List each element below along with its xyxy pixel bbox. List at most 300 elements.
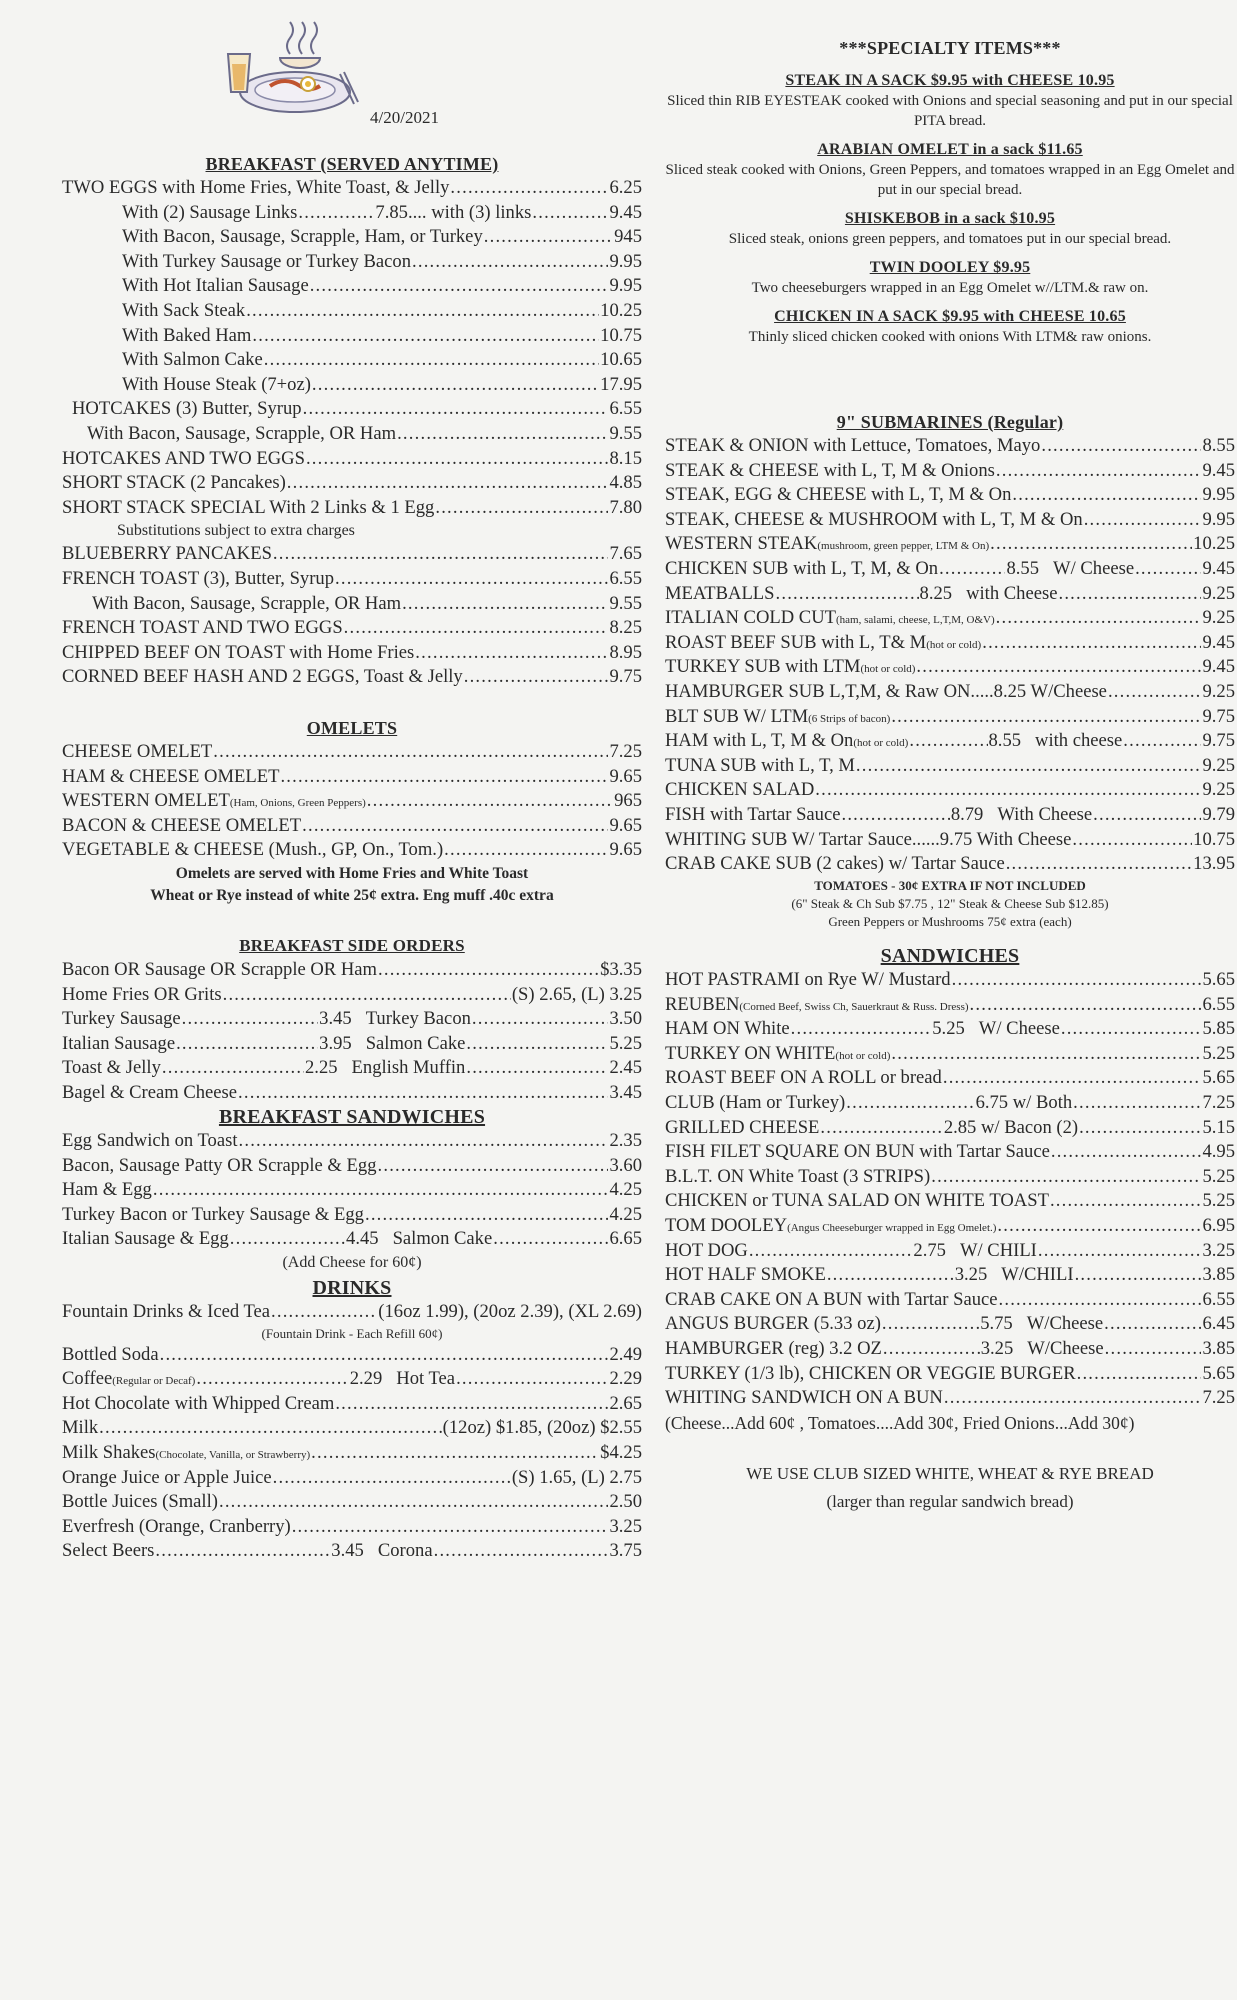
menu-item — [62, 1129, 642, 1154]
item-name: Coffee — [62, 1368, 113, 1390]
item-price: 9.79 — [1202, 803, 1236, 825]
item-name: CHEESE OMELET — [62, 741, 213, 762]
item-price: 2.29 — [349, 1368, 383, 1390]
menu-item — [665, 1165, 1235, 1190]
menu-item — [62, 1203, 642, 1228]
item-name: CLUB (Ham or Turkey) — [665, 1091, 846, 1113]
item-name: Egg Sandwich on Toast — [62, 1130, 238, 1151]
leader-dots — [456, 1367, 608, 1392]
item-name: With Sack Steak — [122, 299, 246, 321]
specialty-title: STEAK IN A SACK $9.95 with CHEESE 10.95 — [785, 72, 1115, 89]
submarines-list — [665, 434, 1235, 877]
item-detail: (ham, salami, cheese, L,T,M, O&V) — [836, 614, 995, 627]
leader-dots — [402, 592, 608, 617]
item-price: 2.25 — [305, 1057, 338, 1079]
item-name: HOT HALF SMOKE — [665, 1264, 826, 1286]
substitutions-note: Substitutions subject to extra charges — [117, 522, 355, 540]
item-name: With (2) Sausage Links — [122, 201, 298, 223]
leader-dots — [776, 582, 919, 607]
item-name: W/Cheese — [1026, 1313, 1104, 1335]
item-price: 3.25 — [954, 1264, 988, 1286]
menu-item — [665, 1042, 1235, 1067]
item-price: 5.65 — [1202, 1067, 1235, 1089]
menu-item — [62, 1515, 642, 1540]
menu-item — [665, 1140, 1235, 1165]
leader-dots — [493, 1227, 608, 1252]
bread-note: WE USE CLUB SIZED WHITE, WHEAT & RYE BREAD — [746, 1464, 1154, 1484]
item-detail: (6 Strips of bacon) — [808, 712, 891, 725]
item-detail: (Ham, Onions, Green Peppers) — [229, 797, 366, 810]
menu-item — [665, 968, 1235, 993]
leader-dots — [883, 1337, 980, 1362]
item-price: 13.95 — [1193, 853, 1235, 875]
leader-dots — [1077, 1362, 1202, 1387]
menu-item — [665, 655, 1235, 680]
breakfast-heading: BREAKFAST (SERVED ANYTIME) — [205, 154, 499, 174]
menu-item — [665, 1312, 1235, 1337]
leader-dots — [378, 958, 599, 983]
leader-dots — [1079, 1116, 1201, 1141]
item-name: Orange Juice or Apple Juice — [62, 1466, 272, 1488]
item-name: HOT PASTRAMI on Rye W/ Mustard — [665, 969, 951, 990]
omelets-note-1: Omelets are served with Home Fries and White Toast — [175, 864, 529, 882]
leader-dots — [952, 968, 1202, 993]
item-price: 945 — [614, 226, 642, 248]
menu-item — [665, 680, 1235, 705]
menu-item — [665, 1017, 1235, 1042]
item-name: With Baked Ham — [122, 324, 252, 346]
item-price: 8.25 — [609, 617, 642, 639]
menu-item — [62, 373, 642, 398]
menu-item — [62, 250, 642, 275]
item-price: 9.45 — [1202, 557, 1236, 579]
leader-dots — [378, 1154, 609, 1179]
leader-dots — [856, 754, 1202, 779]
item-price: (12oz) $1.85, (20oz) $2.55 — [442, 1417, 642, 1439]
menu-item — [665, 434, 1235, 459]
item-name: Bacon, Sausage Patty OR Scrapple & Egg — [62, 1154, 377, 1176]
item-price: 9.55 — [609, 422, 642, 444]
item-price: 5.25 — [1202, 1190, 1235, 1212]
item-name: MEATBALLS — [665, 582, 775, 604]
menu-item — [62, 274, 642, 299]
item-price: 2.65 — [609, 1392, 642, 1414]
item-price: 6.45 — [1202, 1313, 1235, 1335]
leader-dots — [312, 373, 599, 398]
item-name: CHICKEN SUB with L, T, M, & On — [665, 557, 939, 579]
item-price: 10.75 — [600, 324, 642, 346]
menu-item — [62, 1081, 642, 1106]
leader-dots — [450, 176, 608, 201]
menu-item — [62, 1392, 642, 1417]
item-price: 9.45 — [609, 201, 642, 223]
item-price: 9.75 — [609, 666, 642, 688]
menu-item — [62, 567, 642, 592]
leader-dots — [990, 532, 1192, 557]
item-price: 2.75 — [913, 1239, 946, 1261]
item-name: FISH FILET SQUARE ON BUN with Tartar Sauce — [665, 1141, 1050, 1163]
menu-item — [665, 1362, 1235, 1387]
menu-item — [62, 1367, 642, 1392]
leader-dots — [466, 1056, 608, 1081]
item-name: Bottled Soda — [62, 1343, 159, 1365]
menu-item — [665, 1116, 1235, 1141]
item-detail: (hot or cold) — [860, 663, 916, 676]
leader-dots — [1084, 508, 1202, 533]
menu-item — [62, 1539, 642, 1564]
leader-dots — [1104, 1312, 1201, 1337]
specialty-title: ARABIAN OMELET in a sack $11.65 — [817, 141, 1083, 158]
sandwiches-section — [665, 944, 1235, 1513]
leader-dots — [1050, 1189, 1202, 1214]
item-name: Italian Sausage & Egg — [62, 1228, 229, 1250]
item-price: 2.35 — [609, 1130, 642, 1151]
leader-dots — [1123, 729, 1201, 754]
item-price: 3.25 — [1202, 1239, 1235, 1261]
item-name: Bottle Juices (Small) — [62, 1491, 218, 1513]
sub-sizes-note: (6" Steak & Ch Sub $7.75 , 12" Steak & Cheese Sub $12.85) — [791, 895, 1109, 911]
menu-item — [665, 1337, 1235, 1362]
leader-dots — [749, 1239, 913, 1264]
specialty-title: SHISKEBOB in a sack $10.95 — [844, 210, 1056, 227]
item-price: 7.85.... with (3) links — [375, 201, 532, 223]
item-price: 7.25 — [1202, 1387, 1235, 1409]
submarines-heading: 9" SUBMARINES (Regular) — [836, 412, 1064, 432]
item-price: 7.25 — [609, 741, 642, 762]
item-name: CORNED BEEF HASH AND 2 EGGS, Toast & Jelly — [62, 666, 463, 688]
leader-dots — [1073, 1091, 1201, 1116]
item-price: 9.65 — [609, 814, 642, 836]
leader-dots — [891, 1042, 1201, 1067]
menu-item — [62, 665, 642, 690]
item-price: 4.45 — [346, 1228, 379, 1250]
side-orders-list — [62, 958, 642, 1106]
leader-dots — [1041, 434, 1201, 459]
menu-item — [62, 814, 642, 839]
item-price: 3.50 — [609, 1008, 643, 1030]
leader-dots — [891, 705, 1201, 730]
item-price: 9.95 — [609, 250, 642, 272]
item-price: 2.45 — [609, 1057, 643, 1079]
item-price: 9.45 — [1202, 459, 1235, 481]
item-name: SHORT STACK SPECIAL With 2 Links & 1 Egg — [62, 496, 435, 518]
item-price: 2.49 — [609, 1343, 642, 1365]
menu-item — [62, 176, 642, 201]
item-price: 9.25 — [1202, 754, 1235, 776]
leader-dots — [412, 250, 608, 275]
item-name: FRENCH TOAST (3), Butter, Syrup — [62, 567, 334, 589]
item-name: W/Cheese — [1027, 1337, 1104, 1359]
item-name: HAMBURGER (reg) 3.2 OZ — [665, 1337, 882, 1359]
item-detail: (hot or cold) — [926, 638, 982, 651]
menu-item — [62, 299, 642, 324]
specialty-item — [665, 257, 1235, 298]
item-detail: (mushroom, green pepper, LTM & On) — [817, 540, 990, 553]
leader-dots — [944, 1386, 1202, 1411]
menu-item — [665, 1239, 1235, 1264]
item-name: TURKEY (1/3 lb), CHICKEN OR VEGGIE BURGER — [665, 1362, 1076, 1384]
menu-item — [665, 1066, 1235, 1091]
item-name: With Salmon Cake — [122, 349, 263, 371]
specialty-description: Thinly sliced chicken cooked with onions With LTM& raw onions. — [748, 329, 1152, 345]
item-price: 5.15 — [1202, 1116, 1236, 1138]
menu-item — [62, 958, 642, 983]
item-price: (S) 2.65, (L) 3.25 — [511, 983, 642, 1005]
item-price: 4.85 — [609, 472, 642, 494]
drinks-section — [62, 1276, 642, 1564]
leader-dots — [344, 616, 609, 641]
specialty-item — [665, 139, 1235, 200]
sandwiches-list — [665, 968, 1235, 1411]
omelets-heading: OMELETS — [306, 718, 398, 738]
item-price: 10.75 — [1193, 828, 1235, 850]
tomatoes-note: TOMATOES - 30¢ EXTRA IF NOT INCLUDED — [814, 877, 1086, 893]
breakfast-sandwiches-heading: BREAKFAST SANDWICHES — [218, 1106, 486, 1128]
leader-dots — [153, 1178, 609, 1203]
item-name: STEAK, CHEESE & MUSHROOM with L, T, M & On — [665, 508, 1083, 530]
leader-dots — [1105, 1337, 1202, 1362]
specialty-item — [665, 70, 1235, 131]
leader-dots — [827, 1263, 954, 1288]
leader-dots — [472, 1007, 609, 1032]
item-price: 9.25 — [1202, 607, 1235, 629]
item-price: 6.75 w/ Both — [975, 1091, 1073, 1113]
leader-dots — [155, 1539, 330, 1564]
menu-item — [62, 1178, 642, 1203]
leader-dots — [997, 1214, 1201, 1239]
item-name: CHICKEN or TUNA SALAD ON WHITE TOAST — [665, 1190, 1049, 1212]
item-name: TOM DOOLEY — [665, 1214, 788, 1236]
menu-item — [665, 993, 1235, 1018]
item-price: 3.25 — [980, 1337, 1014, 1359]
item-name: HAMBURGER SUB L,T,M, & Raw ON.....8.25 W/Cheese — [665, 680, 1107, 702]
leader-dots — [252, 324, 599, 349]
leader-dots — [982, 631, 1201, 656]
item-detail: (Regular or Decaf) — [112, 1375, 196, 1388]
item-name: FISH with Tartar Sauce — [665, 803, 841, 825]
leader-dots — [1061, 1017, 1202, 1042]
item-name: Toast & Jelly — [62, 1057, 161, 1079]
menu-item — [62, 1441, 642, 1466]
leader-dots — [219, 1490, 608, 1515]
item-name: HAM with L, T, M & On — [665, 730, 854, 752]
leader-dots — [815, 778, 1201, 803]
menu-item — [665, 508, 1235, 533]
leader-dots — [160, 1343, 609, 1368]
leader-dots — [841, 803, 949, 828]
specialty-title: TWIN DOOLEY $9.95 — [869, 259, 1031, 276]
item-name: Salmon Cake — [365, 1032, 466, 1054]
specialty-description: Sliced steak cooked with Onions, Green Peppers, and tomatoes wrapped in an Egg Omelet and put in our special bread. — [665, 162, 1235, 198]
menu-item — [665, 754, 1235, 779]
leader-dots — [484, 225, 613, 250]
item-name: W/CHILI — [1001, 1264, 1074, 1286]
item-detail: (hot or cold) — [853, 737, 909, 750]
item-price: 9.65 — [609, 765, 642, 787]
leader-dots — [1108, 680, 1202, 705]
item-name: CRAB CAKE SUB (2 cakes) w/ Tartar Sauce — [665, 853, 1005, 875]
menu-item — [62, 496, 642, 521]
item-price: $4.25 — [600, 1441, 642, 1463]
item-price: 5.85 — [1202, 1018, 1236, 1040]
specialty-item — [665, 208, 1235, 249]
item-name: English Muffin — [351, 1057, 466, 1079]
menu-item — [62, 1490, 642, 1515]
item-price: 5.25 — [1202, 1165, 1235, 1187]
drinks-list — [62, 1343, 642, 1564]
item-price: $3.35 — [600, 959, 642, 980]
menu-item — [62, 1056, 642, 1081]
item-price: 9.55 — [609, 592, 642, 614]
item-name: ROAST BEEF SUB with L, T& M — [665, 631, 927, 653]
item-name: With Bacon, Sausage, Scrapple, OR Ham — [87, 422, 397, 444]
menu-item — [62, 1343, 642, 1368]
leader-dots — [996, 606, 1202, 631]
item-name: With Turkey Sausage or Turkey Bacon — [122, 250, 412, 272]
item-name: HAM & CHEESE OMELET — [62, 765, 280, 787]
item-name: ROAST BEEF ON A ROLL or bread — [665, 1067, 942, 1089]
item-price: 9.75 — [1202, 705, 1235, 727]
specialty-description: Two cheeseburgers wrapped in an Egg Omelet w//LTM.& raw on. — [751, 280, 1149, 296]
menu-item — [62, 983, 642, 1008]
item-name: With House Steak (7+oz) — [122, 373, 311, 395]
item-price: 9.95 — [1202, 508, 1235, 530]
leader-dots — [213, 740, 608, 765]
item-name: TURKEY ON WHITE — [665, 1042, 836, 1064]
menu-item — [665, 778, 1235, 803]
specialty-title: CHICKEN IN A SACK $9.95 with CHEESE 10.65 — [774, 308, 1126, 325]
item-name: TWO EGGS with Home Fries, White Toast, & Jelly — [62, 177, 450, 198]
item-name: W/ Cheese — [978, 1018, 1060, 1040]
item-price: 2.85 w/ Bacon (2) — [943, 1116, 1079, 1138]
menu-item — [62, 542, 642, 567]
leader-dots — [99, 1416, 442, 1441]
item-price: 8.25 — [919, 582, 953, 604]
item-price: 9.25 — [1202, 779, 1235, 801]
leader-dots — [996, 459, 1202, 484]
menu-item — [665, 606, 1235, 631]
leader-dots — [273, 542, 609, 567]
item-price: 2.29 — [609, 1368, 642, 1390]
item-name: Select Beers — [62, 1540, 155, 1562]
menu-item — [665, 729, 1235, 754]
leader-dots — [196, 1367, 348, 1392]
menu-item — [62, 348, 642, 373]
breakfast-sandwiches-section — [62, 1105, 642, 1274]
specialty-list — [665, 70, 1235, 347]
item-name: Home Fries OR Grits — [62, 983, 222, 1005]
item-price: 10.65 — [600, 349, 642, 371]
item-name: Salmon Cake — [392, 1228, 493, 1250]
leader-dots — [916, 655, 1201, 680]
menu-item — [62, 740, 642, 765]
menu-item — [62, 1007, 642, 1032]
specialty-heading: ***SPECIALTY ITEMS*** — [839, 38, 1061, 58]
leader-dots — [1135, 557, 1201, 582]
sandwich-extras: (Cheese...Add 60¢ , Tomatoes....Add 30¢, Fried Onions...Add 30¢) — [665, 1412, 1135, 1433]
breakfast-list — [62, 176, 642, 690]
leader-dots — [999, 1288, 1202, 1313]
item-price: 6.55 — [1202, 993, 1235, 1015]
item-name: ANGUS BURGER (5.33 oz) — [665, 1313, 881, 1335]
leader-dots — [1012, 483, 1201, 508]
item-name: W/ Cheese — [1053, 557, 1135, 579]
item-name: WHITING SANDWICH ON A BUN — [665, 1387, 943, 1409]
item-name: TUNA SUB with L, T, M — [665, 754, 855, 776]
leader-dots — [444, 838, 608, 863]
leader-dots — [909, 729, 987, 754]
menu-item — [62, 422, 642, 447]
item-name: TURKEY SUB with LTM — [665, 656, 861, 678]
bread-note-2: (larger than regular sandwich bread) — [826, 1492, 1074, 1512]
item-price: (S) 1.65, (L) 2.75 — [511, 1466, 642, 1488]
item-name: Ham & Egg — [62, 1179, 152, 1201]
item-name: Everfresh (Orange, Cranberry) — [62, 1515, 291, 1537]
menu-item — [62, 616, 642, 641]
item-price: 9.45 — [1202, 631, 1235, 653]
submarines-section — [665, 410, 1235, 931]
item-price: 9.45 — [1202, 656, 1235, 678]
menu-item — [665, 631, 1235, 656]
item-price: 5.25 — [932, 1018, 965, 1040]
item-price: 3.85 — [1202, 1264, 1235, 1286]
leader-dots — [846, 1091, 974, 1116]
item-price: 9.95 — [1202, 484, 1235, 506]
peppers-note: Green Peppers or Mushrooms 75¢ extra (each) — [828, 913, 1072, 929]
add-cheese-note: (Add Cheese for 60¢) — [282, 1253, 422, 1271]
menu-item — [665, 1288, 1235, 1313]
menu-item — [62, 225, 642, 250]
leader-dots — [791, 1017, 932, 1042]
item-name: FRENCH TOAST AND TWO EGGS — [62, 617, 343, 639]
item-name: BLT SUB W/ LTM — [665, 705, 809, 727]
leader-dots — [466, 1032, 608, 1057]
leader-dots — [182, 1007, 319, 1032]
refill-note: (Fountain Drink - Each Refill 60¢) — [261, 1325, 443, 1341]
menu-item — [62, 1416, 642, 1441]
item-name: HOTCAKES (3) Butter, Syrup — [72, 398, 302, 420]
item-name: Corona — [377, 1540, 433, 1562]
item-price: 8.55 — [1006, 557, 1040, 579]
item-name: Milk — [62, 1417, 99, 1439]
menu-item — [665, 1189, 1235, 1214]
sandwiches-heading: SANDWICHES — [880, 945, 1020, 967]
item-price: 9.75 — [1202, 730, 1235, 752]
item-price: 10.25 — [600, 299, 642, 321]
item-price: 3.45 — [331, 1540, 364, 1562]
leader-dots — [239, 1129, 609, 1154]
item-price: 5.65 — [1202, 969, 1235, 990]
leader-dots — [970, 993, 1202, 1018]
omelets-section — [62, 716, 642, 907]
menu-item — [665, 582, 1235, 607]
item-name: HAM ON White — [665, 1018, 790, 1040]
leader-dots — [162, 1056, 304, 1081]
item-price: 5.25 — [609, 1032, 642, 1054]
item-price: 5.25 — [1202, 1042, 1235, 1064]
menu-item — [665, 803, 1235, 828]
item-price: 6.25 — [609, 177, 642, 198]
leader-dots — [311, 1441, 599, 1466]
leader-dots — [246, 299, 599, 324]
item-price: 6.65 — [609, 1228, 643, 1250]
item-name: Bagel & Cream Cheese — [62, 1081, 238, 1103]
leader-dots — [223, 983, 511, 1008]
item-price: 7.25 — [1202, 1091, 1235, 1113]
menu-item — [665, 1091, 1235, 1116]
item-price: 3.95 — [319, 1032, 352, 1054]
item-price: 3.45 — [319, 1008, 352, 1030]
